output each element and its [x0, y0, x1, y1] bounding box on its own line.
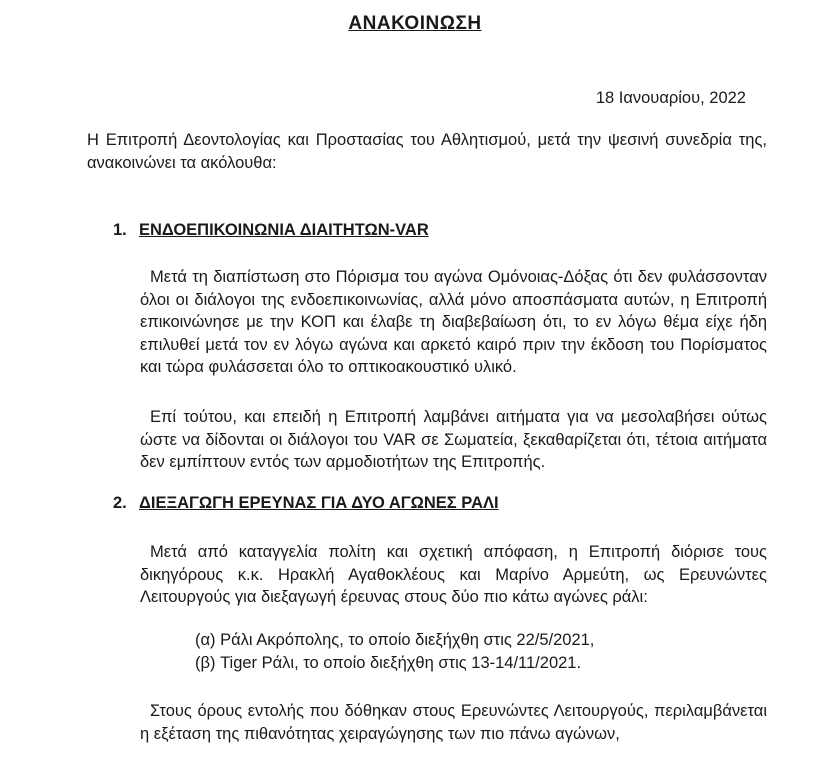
list-item: (α) Ράλι Ακρόπολης, το οποίο διεξήχθη στις 22/5/2021, — [195, 631, 595, 649]
section-1-heading — [113, 221, 429, 240]
section-2-heading — [113, 494, 499, 513]
section-1-paragraph: Μετά τη διαπίστωση στο Πόρισμα του αγώνα Ομόνοιας-Δόξας ότι δεν φυλάσσονταν όλοι οι διάλογοι της ενδοεπικοινωνίας, αλλά μόνο αποσπάσματα αυτών, η Επιτροπή επικοινώνησε με την ΚΟΠ και έλαβε τη διαβεβαίωση ότι, το εν λόγω θέμα είχε ήδη επιλυθεί μετά τον εν λόγω αγώνα και αρκετό καιρό πριν την έκδοση του Πορίσματος και τώρα φυλάσσεται όλο το οπτικοακουστικό υλικό. — [140, 268, 767, 376]
section-1-paragraph: Επί τούτου, και επειδή η Επιτροπή λαμβάνει αιτήματα για να μεσολαβήσει ούτως ώστε να δίδονται οι διάλογοι του VAR σε Σωματεία, ξεκαθαρίζεται ότι, τέτοια αιτήματα δεν εμπίπτουν εντός των αρμοδιοτήτων της Επιτροπής. — [140, 408, 767, 471]
section-number: 2. — [113, 494, 127, 512]
list-item: (β) Tiger Ράλι, το οποίο διεξήχθη στις 13-14/11/2021. — [195, 654, 582, 672]
section-title: ΔΙΕΞΑΓΩΓΗ ΕΡΕΥΝΑΣ ΓΙΑ ΔΥΟ ΑΓΩΝΕΣ ΡΑΛΙ — [139, 494, 499, 512]
document-title: ΑΝΑΚΟΙΝΩΣΗ — [348, 13, 482, 34]
intro-paragraph: Η Επιτροπή Δεοντολογίας και Προστασίας του Αθλητισμού, μετά την ψεσινή συνεδρία της, ανακοινώνει τα ακόλουθα: — [87, 131, 767, 172]
section-number: 1. — [113, 221, 127, 239]
section-title: ΕΝΔΟΕΠΙΚΟΙΝΩΝΙΑ ΔΙΑΙΤΗΤΩΝ-VAR — [139, 221, 429, 239]
section-2-paragraph: Μετά από καταγγελία πολίτη και σχετική απόφαση, η Επιτροπή διόρισε τους δικηγόρους κ.κ. Ηρακλή Αγαθοκλέους και Μαρίνο Αρμεύτη, ως Ερευνώντες Λειτουργούς για διεξαγωγή έρευνας στους δύο πιο κάτω αγώνες ράλι: — [140, 543, 767, 606]
section-2-closing-paragraph: Στους όρους εντολής που δόθηκαν στους Ερευνώντες Λειτουργούς, περιλαμβάνεται η εξέταση της πιθανότητας χειραγώγησης των πιο πάνω αγώνων, — [140, 702, 767, 743]
document-date: 18 Ιανουαρίου, 2022 — [595, 89, 746, 107]
